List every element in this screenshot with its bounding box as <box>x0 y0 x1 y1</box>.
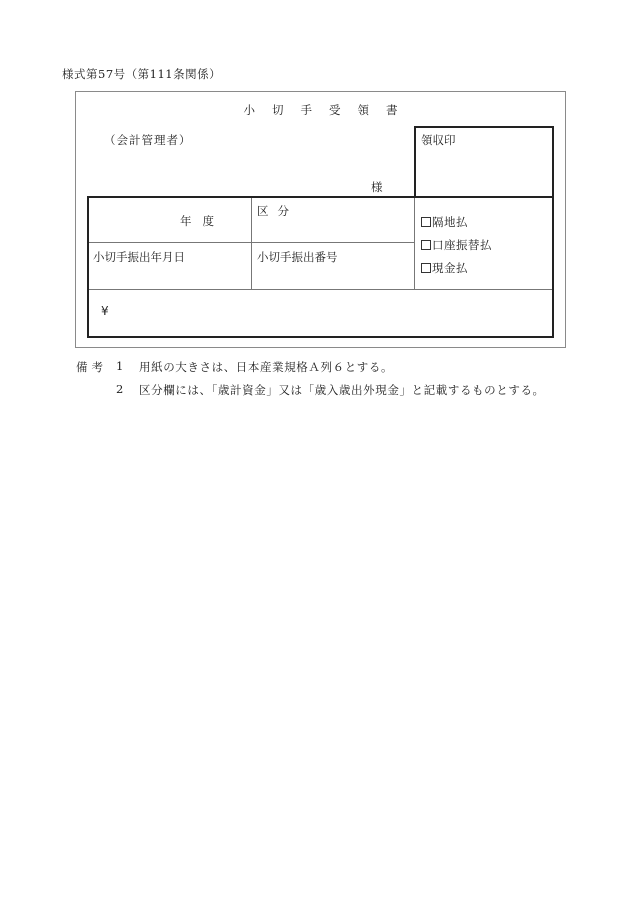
fiscal-year-field[interactable]: 年度 <box>180 214 225 228</box>
category-field[interactable]: 区分 <box>257 204 298 218</box>
check-issue-date-field[interactable]: 小切手振出年月日 <box>93 250 185 264</box>
amount-field[interactable]: ¥ <box>101 304 109 318</box>
payment-option-transfer[interactable] <box>421 237 492 253</box>
payment-option-label: 口座振替払 <box>432 238 492 252</box>
document-title: 小切手受領書 <box>243 103 415 117</box>
payment-option-cash[interactable] <box>421 260 468 276</box>
row-divider-2 <box>89 289 552 290</box>
checkbox-icon[interactable] <box>421 263 431 273</box>
checkbox-icon[interactable] <box>421 217 431 227</box>
column-divider-2 <box>414 198 415 289</box>
column-divider-1 <box>251 198 252 289</box>
honorific-sama: 様 <box>371 180 383 194</box>
note-number: 2 <box>116 382 124 396</box>
note-text: 区分欄には、「歳計資金」又は「歳入歳出外現金」と記載するものとする。 <box>139 383 545 397</box>
receipt-seal-label: 領収印 <box>421 133 456 147</box>
payment-option-label: 隔地払 <box>432 215 468 229</box>
main-table <box>87 196 554 338</box>
check-number-field[interactable]: 小切手振出番号 <box>257 250 338 264</box>
payment-option-remote[interactable] <box>421 214 468 230</box>
payer-label: （会計管理者） <box>104 133 192 147</box>
notes-heading: 備考 <box>76 360 107 374</box>
checkbox-icon[interactable] <box>421 240 431 250</box>
form-number: 様式第57号（第111条関係） <box>62 67 222 81</box>
note-number: 1 <box>116 359 124 373</box>
note-text: 用紙の大きさは、日本産業規格Ａ列６とする。 <box>139 360 394 374</box>
payment-option-label: 現金払 <box>432 261 468 275</box>
